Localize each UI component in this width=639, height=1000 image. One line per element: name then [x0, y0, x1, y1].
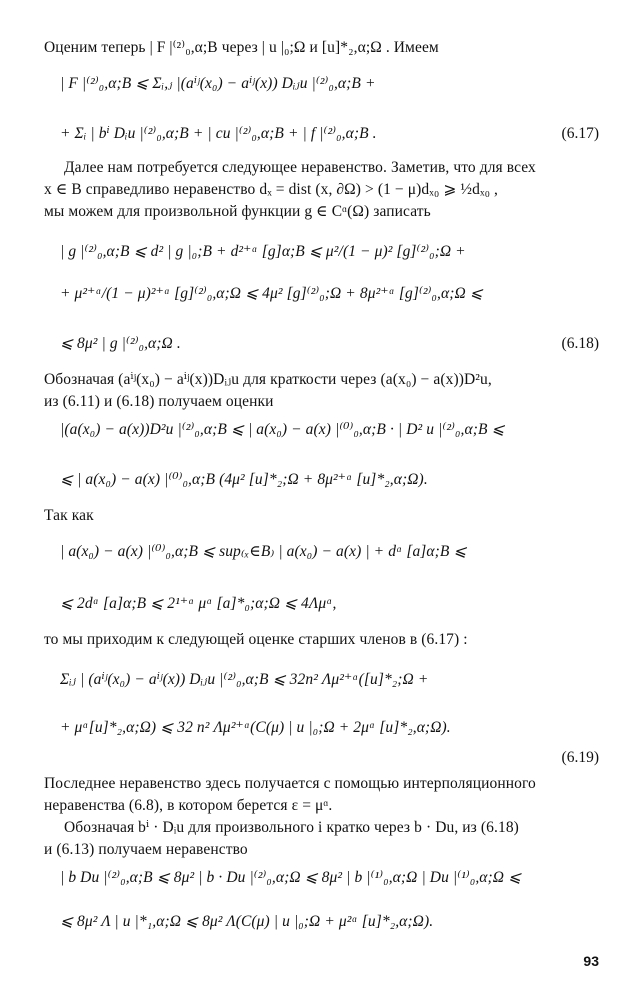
equation-number: (6.19) [561, 749, 599, 766]
text-line: Последнее неравенство здесь получается с помощью интерполяционного [44, 775, 536, 792]
equation-number: (6.18) [561, 335, 599, 352]
equation-line: |(a(x₀) − a(x))D²u |⁽²⁾₀,α;B ⩽ | a(x₀) − a(x) |⁽⁰⁾₀,α;B · | D² u |⁽²⁾₀,α;B ⩽ [60, 421, 505, 438]
text-line: и (6.13) получаем неравенство [44, 841, 248, 858]
page-number: 93 [583, 953, 599, 969]
equation-line: + μᵅ[u]*₂,α;Ω) ⩽ 32 n² Λμ²⁺ᵅ(C(μ) | u |₀;Ω + 2μᵅ [u]*₂,α;Ω). [60, 719, 451, 736]
equation-line: | g |⁽²⁾₀,α;B ⩽ d² | g |₀;B + d²⁺ᵅ [g]α;B ⩽ μ²/(1 − μ)² [g]⁽²⁾₀;Ω + [60, 243, 466, 260]
text-line: x ∈ B справедливо неравенство dₓ = dist (x, ∂Ω) > (1 − μ)dₓ₀ ⩾ ½dₓ₀ , [44, 181, 499, 198]
equation-line: + μ²⁺ᵅ/(1 − μ)²⁺ᵅ [g]⁽²⁾₀,α;Ω ⩽ 4μ² [g]⁽²⁾₀;Ω + 8μ²⁺ᵅ [g]⁽²⁾₀,α;Ω ⩽ [60, 285, 483, 302]
equation-line: | a(x₀) − a(x) |⁽⁰⁾₀,α;B ⩽ sup₍ₓ∈B₎ | a(x₀) − a(x) | + dᵅ [a]α;B ⩽ [60, 543, 467, 560]
text-line: неравенства (6.8), в котором берется ε = μᵅ. [44, 797, 333, 814]
equation-line: + Σᵢ | bⁱ Dᵢu |⁽²⁾₀,α;B + | cu |⁽²⁾₀,α;B + | f |⁽²⁾₀,α;B . [60, 125, 377, 142]
equation-line: ⩽ | a(x₀) − a(x) |⁽⁰⁾₀,α;B (4μ² [u]*₂;Ω + 8μ²⁺ᵅ [u]*₂,α;Ω). [60, 471, 428, 488]
equation-number: (6.17) [561, 125, 599, 142]
equation-line: ⩽ 8μ² | g |⁽²⁾₀,α;Ω . [60, 335, 181, 352]
equation-line: | F |⁽²⁾₀,α;B ⩽ Σᵢ,ⱼ |(aⁱʲ(x₀) − aⁱʲ(x)) Dᵢⱼu |⁽²⁾₀,α;B + [60, 75, 376, 92]
text-line: Так как [44, 507, 94, 524]
equation-line: ⩽ 2dᵅ [a]α;B ⩽ 2¹⁺ᵅ μᵅ [a]*₀;α;Ω ⩽ 4Λμᵅ, [60, 595, 337, 612]
text-line: мы можем для произвольной функции g ∈ Cᵅ(Ω) записать [44, 203, 431, 220]
text-line: Обозначая (aⁱʲ(x₀) − aⁱʲ(x))Dᵢⱼu для краткости через (a(x₀) − a(x))D²u, [44, 371, 492, 388]
text-line: Оценим теперь | F |⁽²⁾₀,α;B через | u |₀;Ω и [u]*₂,α;Ω . Имеем [44, 39, 439, 56]
equation-line: | b Du |⁽²⁾₀,α;B ⩽ 8μ² | b · Du |⁽²⁾₀,α;Ω ⩽ 8μ² | b |⁽¹⁾₀,α;Ω | Du |⁽¹⁾₀,α;Ω ⩽ [60, 869, 522, 886]
text-line: то мы приходим к следующей оценке старших членов в (6.17) : [44, 631, 468, 648]
equation-line: Σᵢⱼ | (aⁱʲ(x₀) − aⁱʲ(x)) Dᵢⱼu |⁽²⁾₀,α;B ⩽ 32n² Λμ²⁺ᵅ([u]*₂;Ω + [60, 671, 429, 688]
text-line: Обозначая bⁱ · Dᵢu для произвольного i кратко через b · Du, из (6.18) [64, 819, 519, 836]
text-line: из (6.11) и (6.18) получаем оценки [44, 393, 274, 410]
equation-line: ⩽ 8μ² Λ | u |*₁,α;Ω ⩽ 8μ² Λ(C(μ) | u |₀;Ω + μ²ᵅ [u]*₂,α;Ω). [60, 913, 434, 930]
text-line: Далее нам потребуется следующее неравенство. Заметив, что для всех [64, 159, 536, 176]
